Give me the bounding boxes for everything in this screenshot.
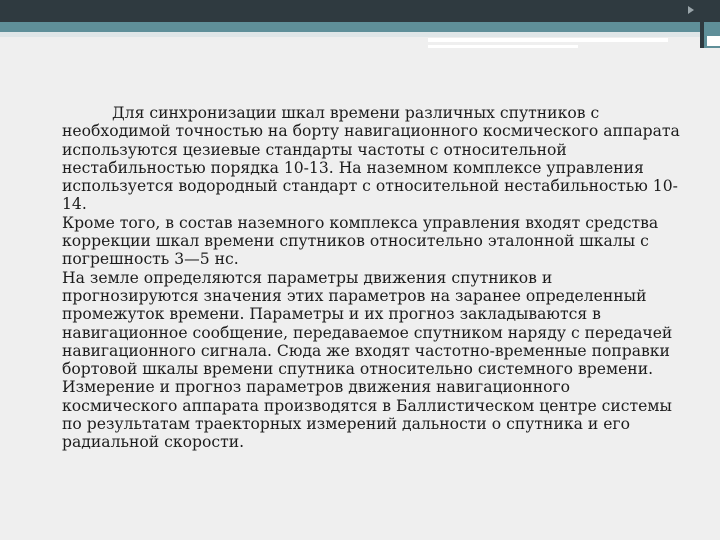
header-bar-light <box>0 32 720 37</box>
paragraph-time-standards: Для синхронизации шкал времени различных спутников с необходимой точностью на борту навигационного космического аппарата используются цезиевые стандарты частоты с относительной нестабильностью порядка 10-13. На наземном комплексе управления используется водородный стандарт с относительной нестабильностью 10-14. <box>62 104 680 214</box>
slide-body-text <box>62 104 680 452</box>
decorative-line <box>428 38 668 42</box>
header-bar-accent <box>0 22 720 32</box>
next-slide-arrow-icon[interactable] <box>688 6 694 14</box>
decorative-line-short <box>428 45 578 48</box>
corner-highlight <box>707 36 720 46</box>
paragraph-motion-parameters: На земле определяются параметры движения спутников и прогнозируются значения этих параметров на заранее определенный промежуток времени. Параметры и их прогноз закладываются в навигационное сообщение, передаваемое спутником наряду с передачей навигационного сигнала. Сюда же входят частотно-временные поправки бортовой шкалы времени спутника относительно системного времени. Измерение и прогноз параметров движения навигационного космического аппарата производятся в Баллистическом центре системы по результатам траекторных измерений дальности о спутника и его радиальной скорости. <box>62 268 673 452</box>
header-bar-dark <box>0 0 720 22</box>
paragraph-correction-means: Кроме того, в состав наземного комплекса управления входят средства коррекции шкал времени спутников относительно эталонной шкалы с погрешность 3—5 нс. <box>62 213 659 269</box>
